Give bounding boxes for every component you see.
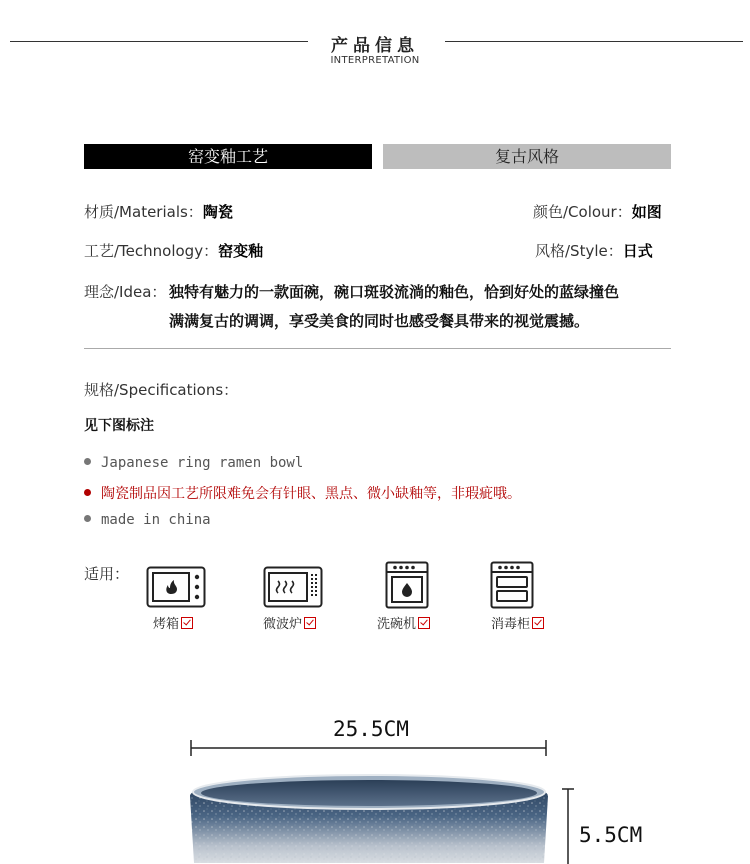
section-divider: [84, 348, 671, 349]
header-line-right: [445, 41, 743, 42]
idea-line-1: 独特有魅力的一款面碗，碗口斑驳流淌的釉色，恰到好处的蓝绿撞色: [169, 283, 620, 301]
usage-item-microwave: [263, 613, 316, 632]
specs-label: 规格/Specifications：: [84, 381, 239, 399]
bowl-image: [186, 768, 552, 863]
bullet-item-1: [84, 455, 303, 471]
microwave-label: 微波炉: [263, 617, 303, 632]
materials-row: [84, 201, 233, 222]
specs-note: 见下图标注: [84, 418, 154, 434]
dishwasher-label: 洗碗机: [377, 617, 417, 632]
materials-value: 陶瓷: [202, 203, 233, 221]
oven-icon: [146, 566, 206, 608]
bullet-text-1: Japanese ring ramen bowl: [101, 455, 304, 471]
bullet-dot: [84, 515, 91, 522]
checkbox-icon: [418, 617, 430, 629]
width-dimension-label: 25.5CM: [333, 717, 409, 741]
usage-item-dishwasher: [377, 613, 430, 632]
usage-item-oven: [153, 613, 193, 632]
colour-label: 颜色/Colour：: [533, 203, 632, 221]
width-dimension-line: [190, 738, 550, 758]
usage-item-sterilizer: [491, 613, 544, 632]
header-line-left: [10, 41, 308, 42]
technology-value: 窑变釉: [218, 242, 264, 260]
checkbox-icon: [181, 617, 193, 629]
colour-value: 如图: [631, 203, 662, 221]
bullet-text-3: made in china: [101, 512, 211, 528]
materials-label: 材质/Materials：: [84, 203, 203, 221]
technology-label: 工艺/Technology：: [84, 242, 219, 260]
bullet-text-2: 陶瓷制品因工艺所限难免会有针眼、黑点、微小缺釉等，非瑕疵哦。: [101, 486, 521, 502]
height-dimension-label: 5.5CM: [579, 823, 643, 847]
style-row: [535, 240, 653, 261]
page-subtitle: INTERPRETATION: [330, 55, 420, 66]
idea-line-2: 满满复古的调调，享受美食的同时也感受餐具带来的视觉震撼。: [169, 312, 590, 330]
microwave-icon: [263, 566, 323, 608]
tab-retro-style: 复古风格: [383, 144, 671, 169]
idea-label: 理念/Idea：: [84, 283, 167, 301]
sterilizer-icon: [490, 561, 534, 609]
colour-row: [533, 201, 662, 222]
checkbox-icon: [532, 617, 544, 629]
style-label: 风格/Style：: [535, 242, 623, 260]
usage-label: 适用：: [84, 565, 130, 583]
tab-kiln-glaze: 窑变釉工艺: [84, 144, 372, 169]
bullet-item-2: [84, 483, 521, 503]
style-value: 日式: [622, 242, 653, 260]
bullet-item-3: [84, 512, 211, 528]
dishwasher-icon: [385, 561, 429, 609]
checkbox-icon: [304, 617, 316, 629]
bullet-dot: [84, 489, 91, 496]
sterilizer-label: 消毒柜: [491, 617, 531, 632]
idea-text: [169, 278, 679, 336]
technology-row: [84, 240, 263, 261]
bullet-dot: [84, 458, 91, 465]
page-title: 产品信息: [331, 36, 419, 56]
height-dimension-line: [560, 788, 576, 864]
oven-label: 烤箱: [153, 617, 180, 632]
